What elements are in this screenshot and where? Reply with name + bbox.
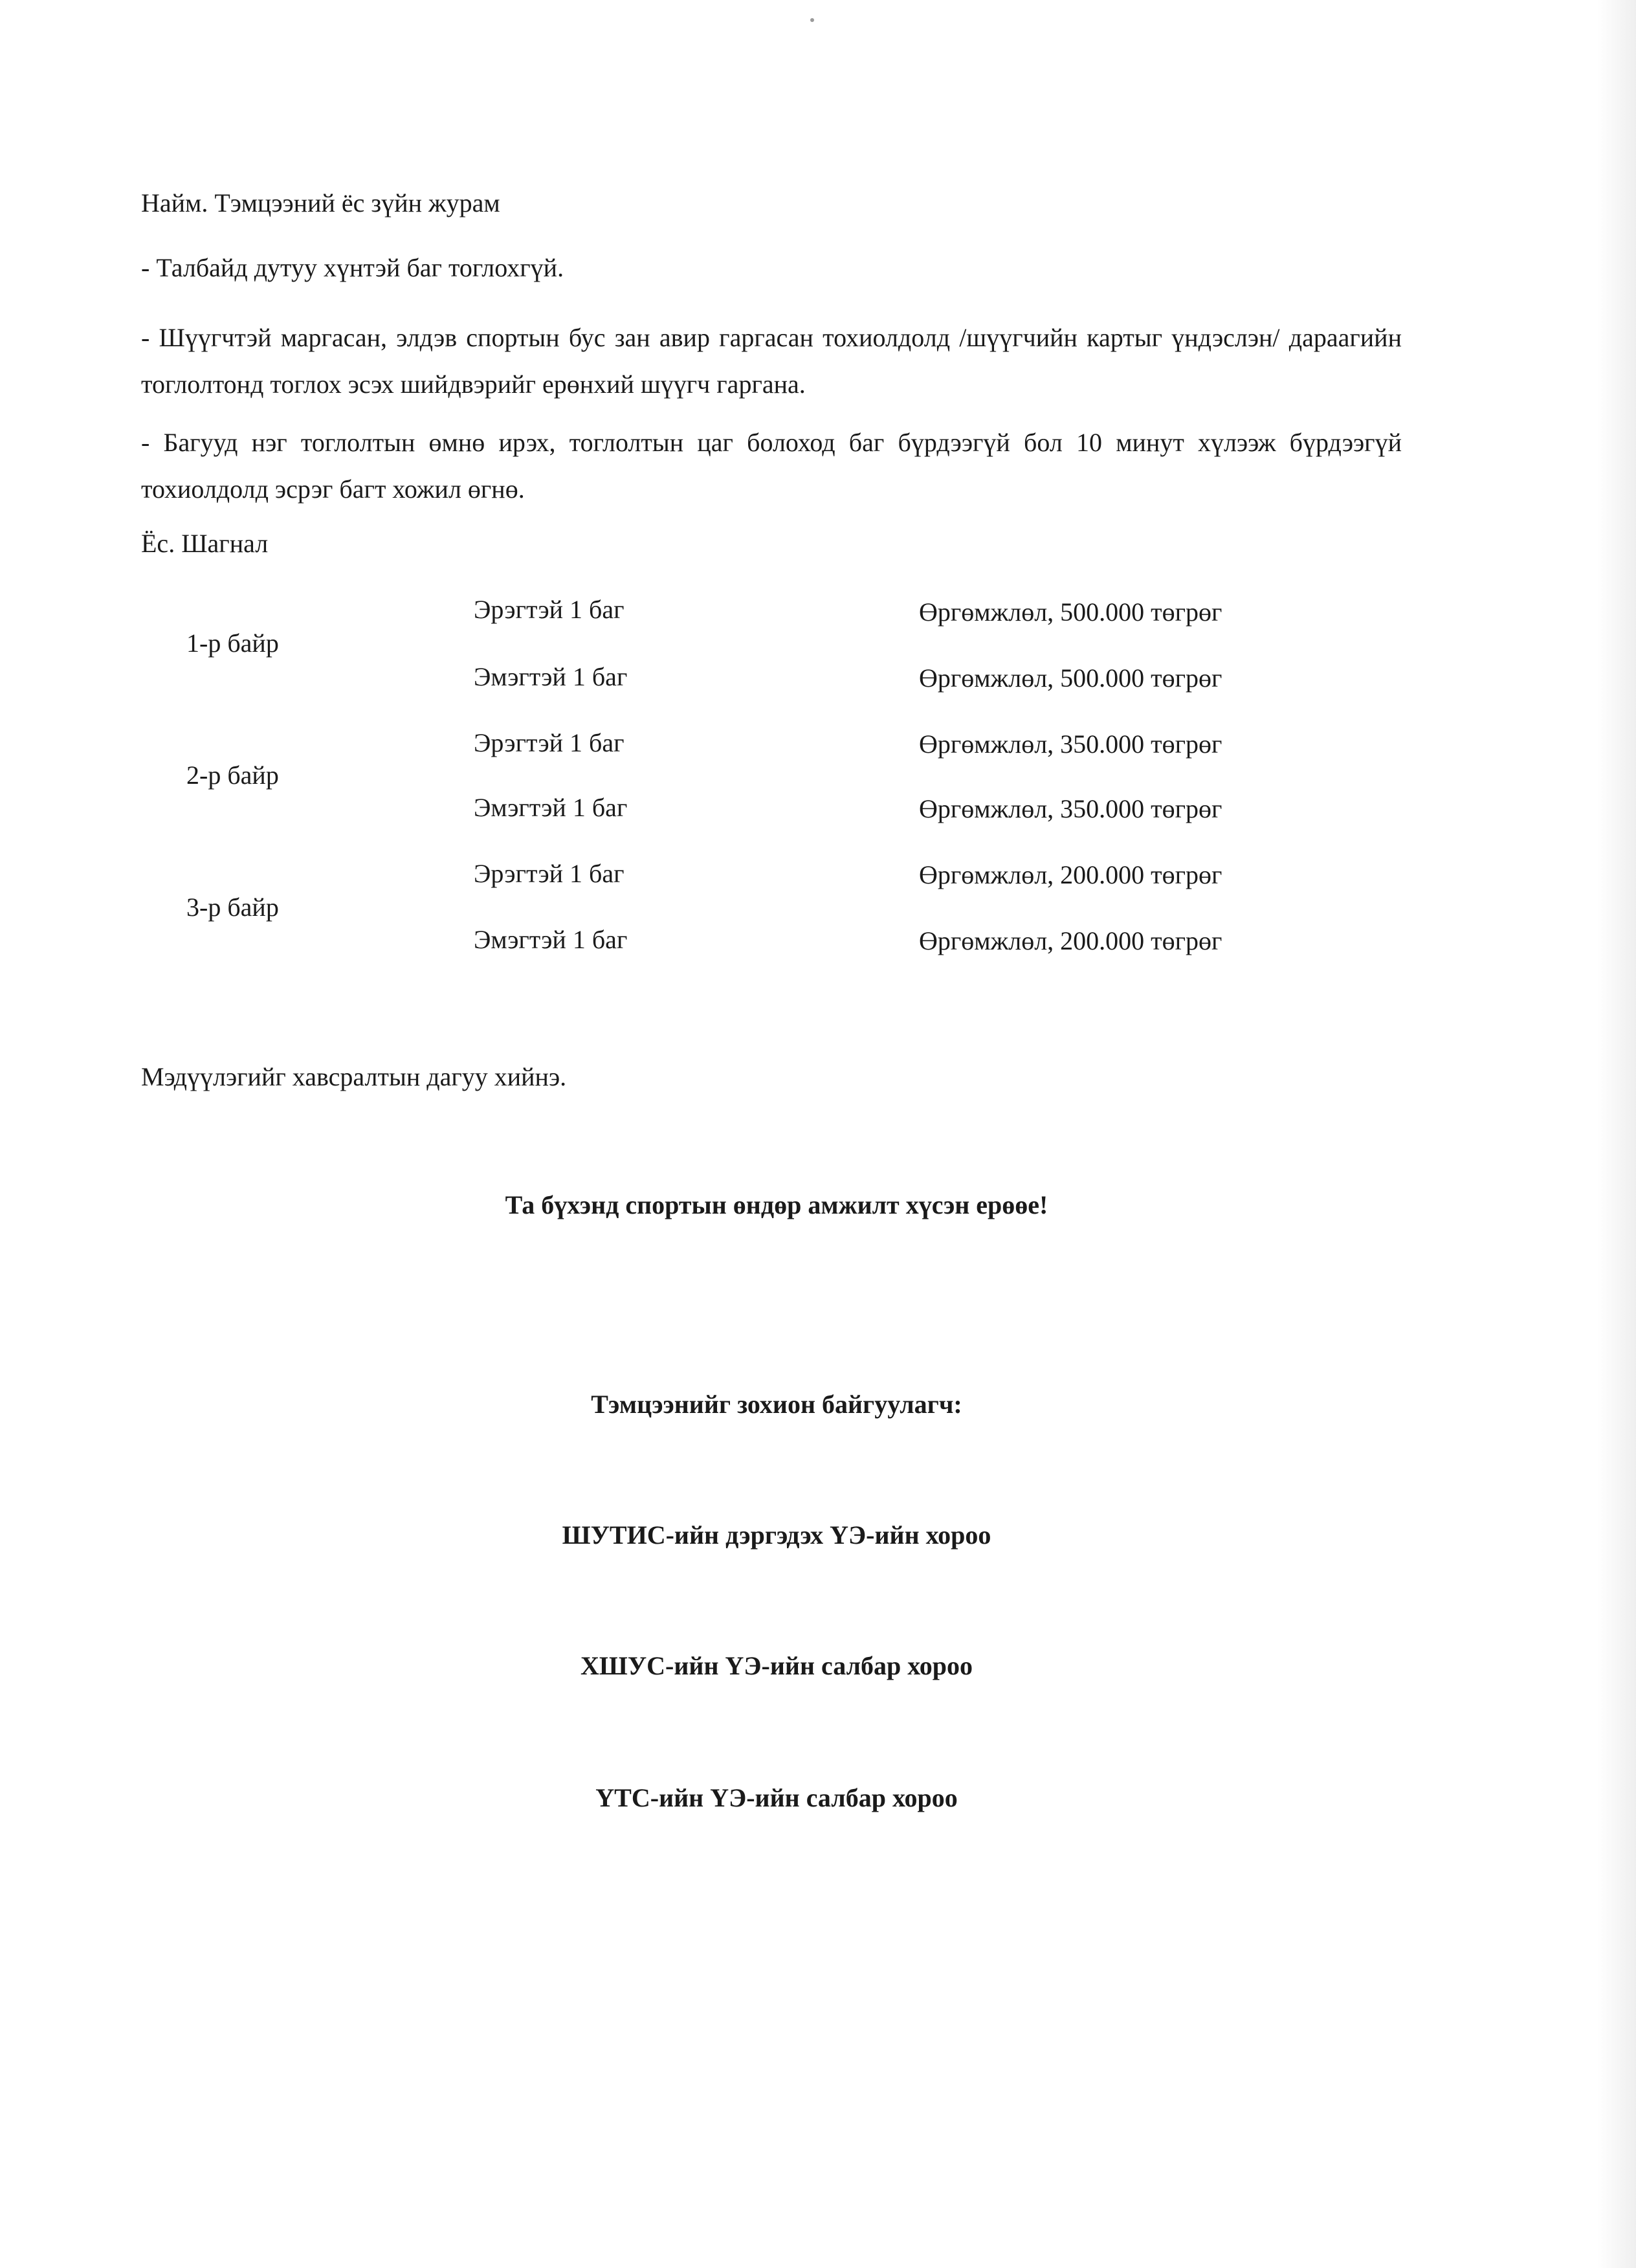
award-place-2: 2-р байр xyxy=(186,761,279,790)
organizer-item: ШУТИС-ийн дэргэдэх ҮЭ-ийн хороо xyxy=(562,1520,991,1550)
award-team: Эмэгтэй 1 баг xyxy=(474,662,628,691)
ethics-rule-3: - Багууд нэг тоглолтын өмнө ирэх, тоглолтын цаг болоход баг бүрдээгүй бол 10 минут хүлээж бүрдээгүй тохиолдолд эсрэг багт хожил өгнө. xyxy=(141,428,1402,504)
info-note: Мэдүүлэгийг хавсралтын дагуу хийнэ. xyxy=(141,1062,567,1091)
award-prize: Өргөмжлөл, 350.000 төгрөг xyxy=(919,794,1222,823)
award-place-3: 3-р байр xyxy=(186,893,279,922)
award-team: Эрэгтэй 1 баг xyxy=(474,595,625,624)
ethics-rule-2: - Шүүгчтэй маргасан, элдэв спортын бус зан авир гаргасан тохиолдолд /шүүгчийн картыг үндэслэн/ дараагийн тоглолтонд тоглох эсэх шийдвэрийг ерөнхий шүүгч гаргана. xyxy=(141,323,1402,399)
award-prize: Өргөмжлөл, 500.000 төгрөг xyxy=(919,597,1222,627)
organizers-heading: Тэмцээнийг зохион байгуулагч: xyxy=(591,1390,962,1419)
ethics-rule-1: - Талбайд дутуу хүнтэй баг тоглохгүй. xyxy=(141,253,564,282)
scan-dust-mark xyxy=(810,18,814,22)
award-team: Эмэгтэй 1 баг xyxy=(474,793,628,822)
organizer-item: ХШУС-ийн ҮЭ-ийн салбар хороо xyxy=(580,1651,973,1680)
award-prize: Өргөмжлөл, 200.000 төгрөг xyxy=(919,860,1222,889)
award-prize: Өргөмжлөл, 200.000 төгрөг xyxy=(919,926,1222,955)
award-place-1: 1-р байр xyxy=(186,628,279,658)
closing-wish: Та бүхэнд спортын өндөр амжилт хүсэн ерөөе! xyxy=(505,1190,1048,1219)
page-edge-shadow xyxy=(1597,0,1636,2268)
section-heading-ethics: Найм. Тэмцээний ёс зүйн журам xyxy=(141,188,500,217)
section-heading-awards: Ёс. Шагнал xyxy=(141,529,269,558)
organizer-item: ҮТС-ийн ҮЭ-ийн салбар хороо xyxy=(595,1783,958,1812)
award-team: Эрэгтэй 1 баг xyxy=(474,728,625,757)
award-team: Эмэгтэй 1 баг xyxy=(474,925,628,954)
award-team: Эрэгтэй 1 баг xyxy=(474,859,625,888)
award-prize: Өргөмжлөл, 500.000 төгрөг xyxy=(919,663,1222,693)
award-prize: Өргөмжлөл, 350.000 төгрөг xyxy=(919,729,1222,759)
